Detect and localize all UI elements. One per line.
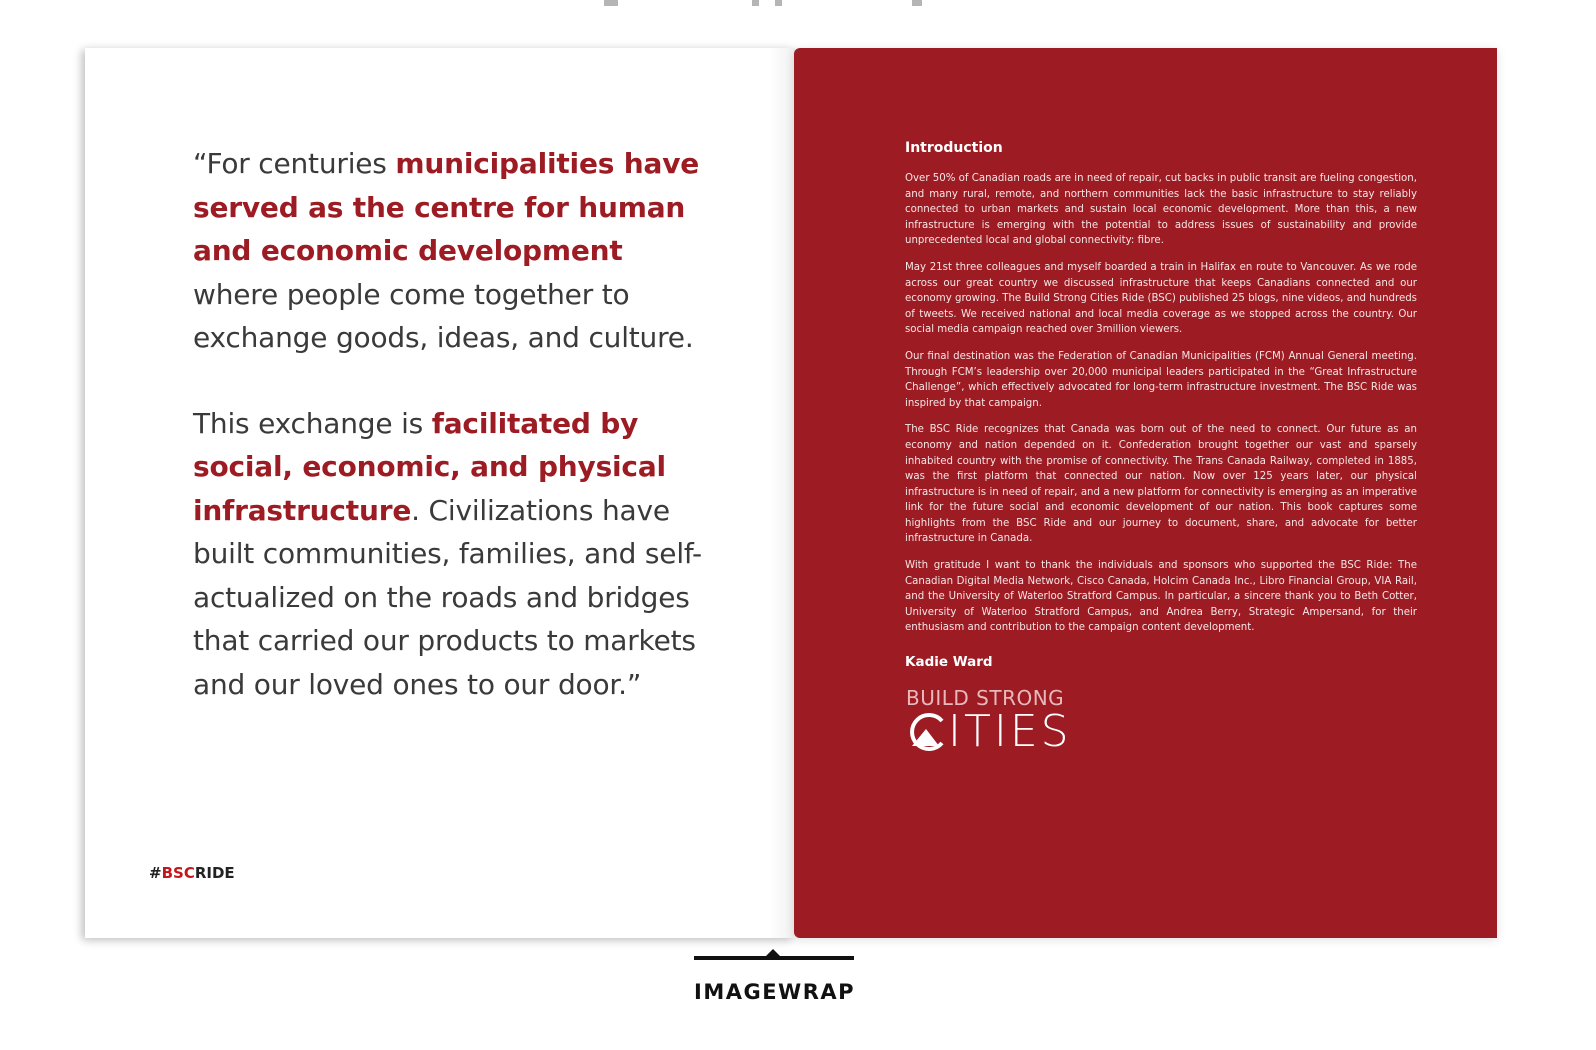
footer-divider [694,956,854,960]
book-spread [85,48,1497,938]
intro-paragraph: Over 50% of Canadian roads are in need of repair, cut backs in public transit are fueling congestion, and many rural, remote, and northern communities lack the basic infrastructure to stay reliably connected to urban markets and sustain local economic development. More than this, a new infrastructure is emerging with the potential to address issues of sustainability and provide unprecedented local and global connectivity: fibre. [905,173,1417,247]
intro-paragraph: May 21st three colleagues and myself boarded a train in Halifax en route to Vancouver. As we rode across our great country we discussed infrastructure that keeps Canadians connected and our economy growing. The Build Strong Cities Ride (BSC) published 25 blogs, nine videos, and hundreds of tweets. We received national and local media coverage as we stopped across the country. Our social media campaign reached over 3million viewers. [905,261,1417,336]
hashtag [149,864,235,882]
build-strong-cities-logo [906,686,1076,757]
quote-highlight: facilitated by social, economic, and physical infrastructure [193,406,666,527]
hashtag-suffix: RIDE [194,864,235,882]
left-page [85,48,795,938]
author-name: Kadie Ward [905,654,993,670]
top-clipped-marks [0,0,1596,8]
logo-line-1: BUILD STRONG [906,686,1065,710]
intro-paragraph: With gratitude I want to thank the individuals and sponsors who supported the BSC Ride: The Canadian Digital Media Network, Cisco Canada, Holcim Canada Inc., Libro Financial Group, VIA Rail, and the University of Waterloo Stratford Campus. In particular, a sincere thank you to Beth Cotter, University of Waterloo Stratford Campus, and Andrea Berry, Strategic Ampersand, for their enthusiasm and contribution to the campaign content development. [905,560,1417,634]
intro-paragraph: The BSC Ride recognizes that Canada was born out of the need to connect. Our future as an economy and nation depended on it. Confederation brought together our vast and sparsely inhabited country with the promise of connectivity. The Trans Canada Railway, completed in 1885, was the first platform that connected our nation. Now over 125 years later, our physical infrastructure is in need of repair, and a new platform for connectivity is emerging as an imperative link for the future social and economic development of our nation. This book captures some highlights from the BSC Ride and our journey to document, share, and advocate for better infrastructure in Canada. [905,424,1417,545]
introduction-section [905,140,1417,647]
quote-text: . Civilizations have built communities, families, and self-actualized on the roads and bridges that carried our products to markets and our loved ones to our door.” [193,493,702,701]
quote-paragraph-2 [193,402,713,707]
logo-line-2 [906,706,1076,757]
quote-text: “For centuries [193,147,396,180]
logo-c-mountain-icon [906,712,946,752]
logo-line-2-text: ITIES [948,706,1072,757]
footer-brand[interactable]: IMAGEWRAP [694,980,856,1004]
right-page [794,48,1497,938]
quote-text: where people come together to exchange goods, ideas, and culture. [193,277,694,354]
intro-paragraph: Our final destination was the Federation of Canadian Municipalities (FCM) Annual General meeting. Through FCM’s leadership over 20,000 municipal leaders participated in the “Great Infrastructure Challenge”, which effectively advocated for long-term infrastructure investment. The BSC Ride was inspired by that campaign. [905,350,1417,409]
hashtag-prefix: # [149,864,162,882]
quote-text: This exchange is [193,406,432,440]
quote-highlight: municipalities have served as the centre for human and economic development [193,147,700,267]
quote-paragraph-1 [193,142,713,360]
quote-block [193,142,713,748]
hashtag-red: BSC [161,864,195,882]
introduction-heading: Introduction [905,140,1003,156]
footer [694,946,854,1004]
